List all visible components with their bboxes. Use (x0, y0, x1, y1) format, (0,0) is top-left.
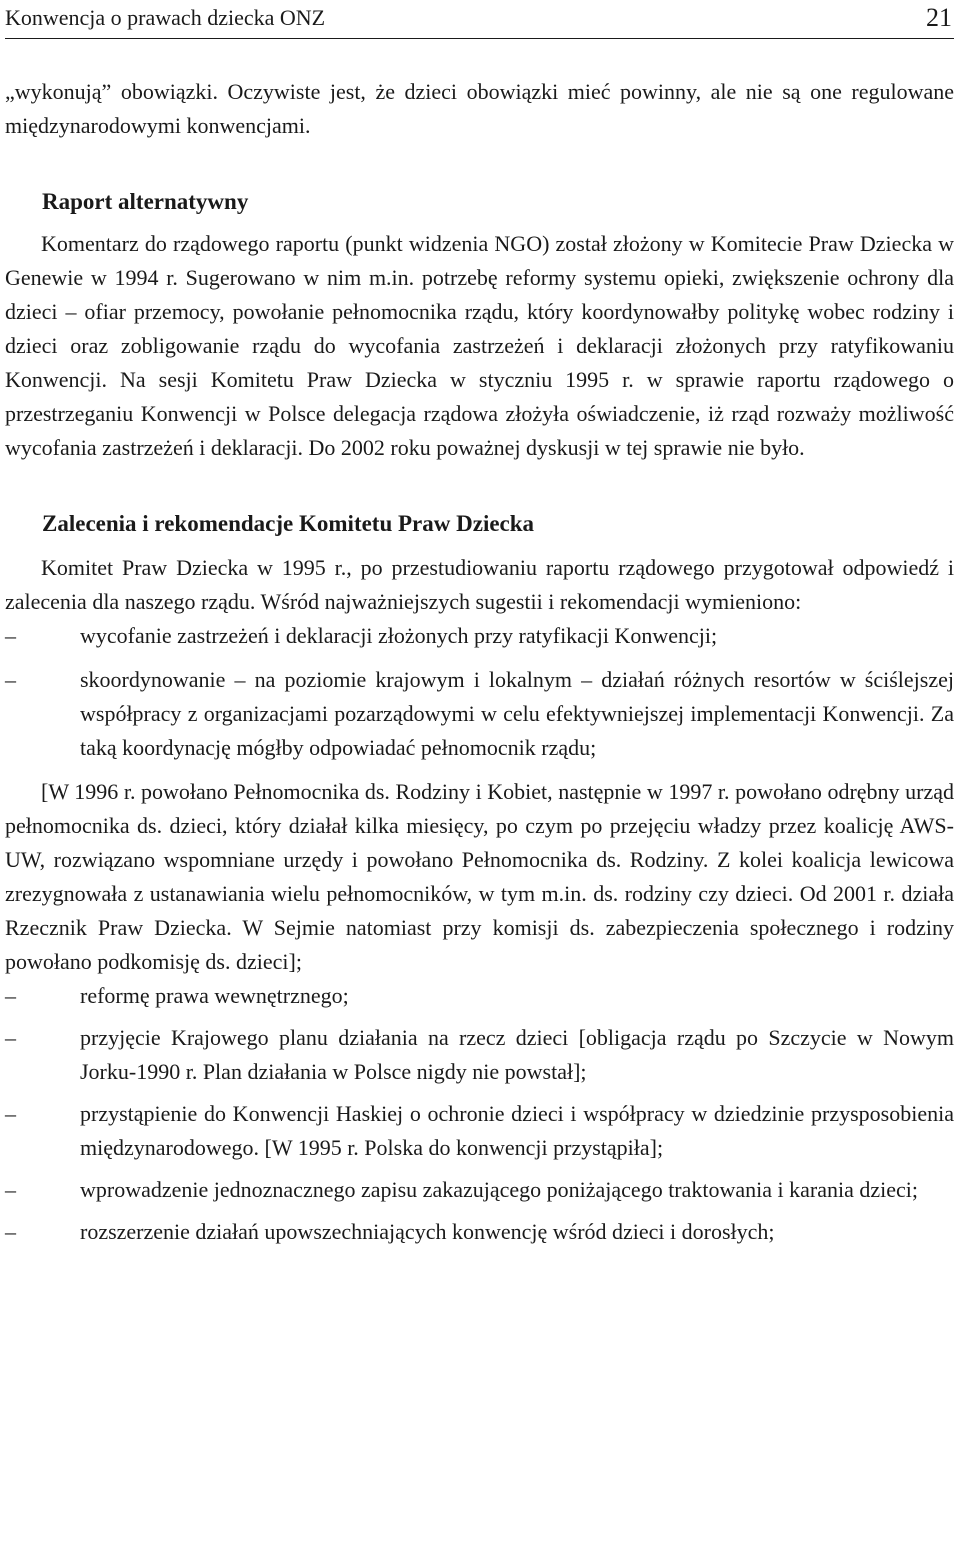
list-item (5, 1173, 954, 1207)
note-paragraph: [W 1996 r. powołano Pełnomocnika ds. Rodziny i Kobiet, następnie w 1997 r. powołano odrębny urząd pełnomocnika ds. dzieci, który działał kilka miesięcy, po czym po przejęciu władzy przez koalicję AWS-UW, rozwiązano wspomniane urzędy i powołano Pełnomocnika ds. Rodziny. Z kolei koalicja lewicowa zrezygnowała z ustanawiania wielu pełnomocników, w tym m.in. ds. rodziny czy dzieci. Od 2001 r. działa Rzecznik Praw Dziecka. W Sejmie natomiast przy komisji ds. zabezpieczenia społecznego i rodziny powołano podkomisję ds. dzieci]; (5, 779, 954, 974)
list-item (5, 619, 954, 653)
list-item-text: wprowadzenie jednoznacznego zapisu zakazującego poniżającego traktowania i karania dzieci; (80, 1177, 919, 1202)
list-item (5, 1097, 954, 1165)
list-item-text: skoordynowanie – na poziomie krajowym i lokalnym – działań różnych resortów w ściślejszej współpracy z organizacjami pozarządowymi w celu efektywniejszej implementacji Konwencji. Za taką koordynację mógłby odpowiadać pełnomocnik rządu; (80, 667, 954, 760)
zalecenia-paragraph: Komitet Praw Dziecka w 1995 r., po przestudiowaniu raportu rządowego przygotował odpowiedź i zalecenia dla naszego rządu. Wśród najważniejszych sugestii i rekomendacji wymieniono: (5, 555, 954, 614)
dash-bullet: – (5, 1219, 16, 1244)
list-item (5, 1215, 954, 1249)
dash-bullet: – (5, 983, 16, 1008)
list-item-text: wycofanie zastrzeżeń i deklaracji złożonych przy ratyfikacji Konwencji; (80, 623, 718, 648)
dash-bullet: – (5, 1177, 16, 1202)
section-heading-raport: Raport alternatywny (42, 189, 249, 214)
recommendations-list-a (5, 619, 954, 765)
list-item (5, 979, 954, 1013)
list-item (5, 1021, 954, 1089)
list-item-text: przystąpienie do Konwencji Haskiej o ochronie dzieci i współpracy w dziedzinie przysposobienia międzynarodowego. [W 1995 r. Polska do konwencji przystąpiła]; (80, 1101, 954, 1160)
list-item-text: reformę prawa wewnętrznego; (80, 983, 349, 1008)
recommendations-list-b (5, 979, 954, 1249)
list-item-text: przyjęcie Krajowego planu działania na rzecz dzieci [obligacja rządu po Szczycie w Nowym Jorku-1990 r. Plan działania w Polsce nigdy nie powstał]; (80, 1025, 954, 1084)
intro-paragraph: „wykonują” obowiązki. Oczywiste jest, że dzieci obowiązki mieć powinny, ale nie są one regulowane międzynarodowymi konwencjami. (5, 79, 954, 138)
header-rule (5, 38, 954, 39)
dash-bullet: – (5, 623, 16, 648)
running-header (5, 0, 954, 34)
dash-bullet: – (5, 667, 16, 692)
dash-bullet: – (5, 1025, 16, 1050)
page-number: 21 (926, 3, 952, 32)
dash-bullet: – (5, 1101, 16, 1126)
running-header-title: Konwencja o prawach dziecka ONZ (5, 5, 326, 30)
list-item (5, 663, 954, 765)
list-item-text: rozszerzenie działań upowszechniających konwencję wśród dzieci i dorosłych; (80, 1219, 775, 1244)
section-heading-zalecenia: Zalecenia i rekomendacje Komitetu Praw Dziecka (42, 511, 535, 536)
raport-paragraph: Komentarz do rządowego raportu (punkt widzenia NGO) został złożony w Komitecie Praw Dziecka w Genewie w 1994 r. Sugerowano w nim m.in. potrzebę reformy systemu opieki, zwiększenie ochrony dla dzieci – ofiar przemocy, powołanie pełnomocnika rządu, który koordynowałby politykę wobec rodziny i dzieci oraz zobligowanie rządu do wycofania zastrzeżeń i deklaracji złożonych przy ratyfikowaniu Konwencji. Na sesji Komitetu Praw Dziecka w styczniu 1995 r. w sprawie raportu rządowego o przestrzeganiu Konwencji w Polsce delegacja rządowa złożyła oświadczenie, iż rząd rozważy możliwość wycofania zastrzeżeń i deklaracji. Do 2002 roku poważnej dyskusji w tej sprawie nie było. (5, 231, 954, 460)
